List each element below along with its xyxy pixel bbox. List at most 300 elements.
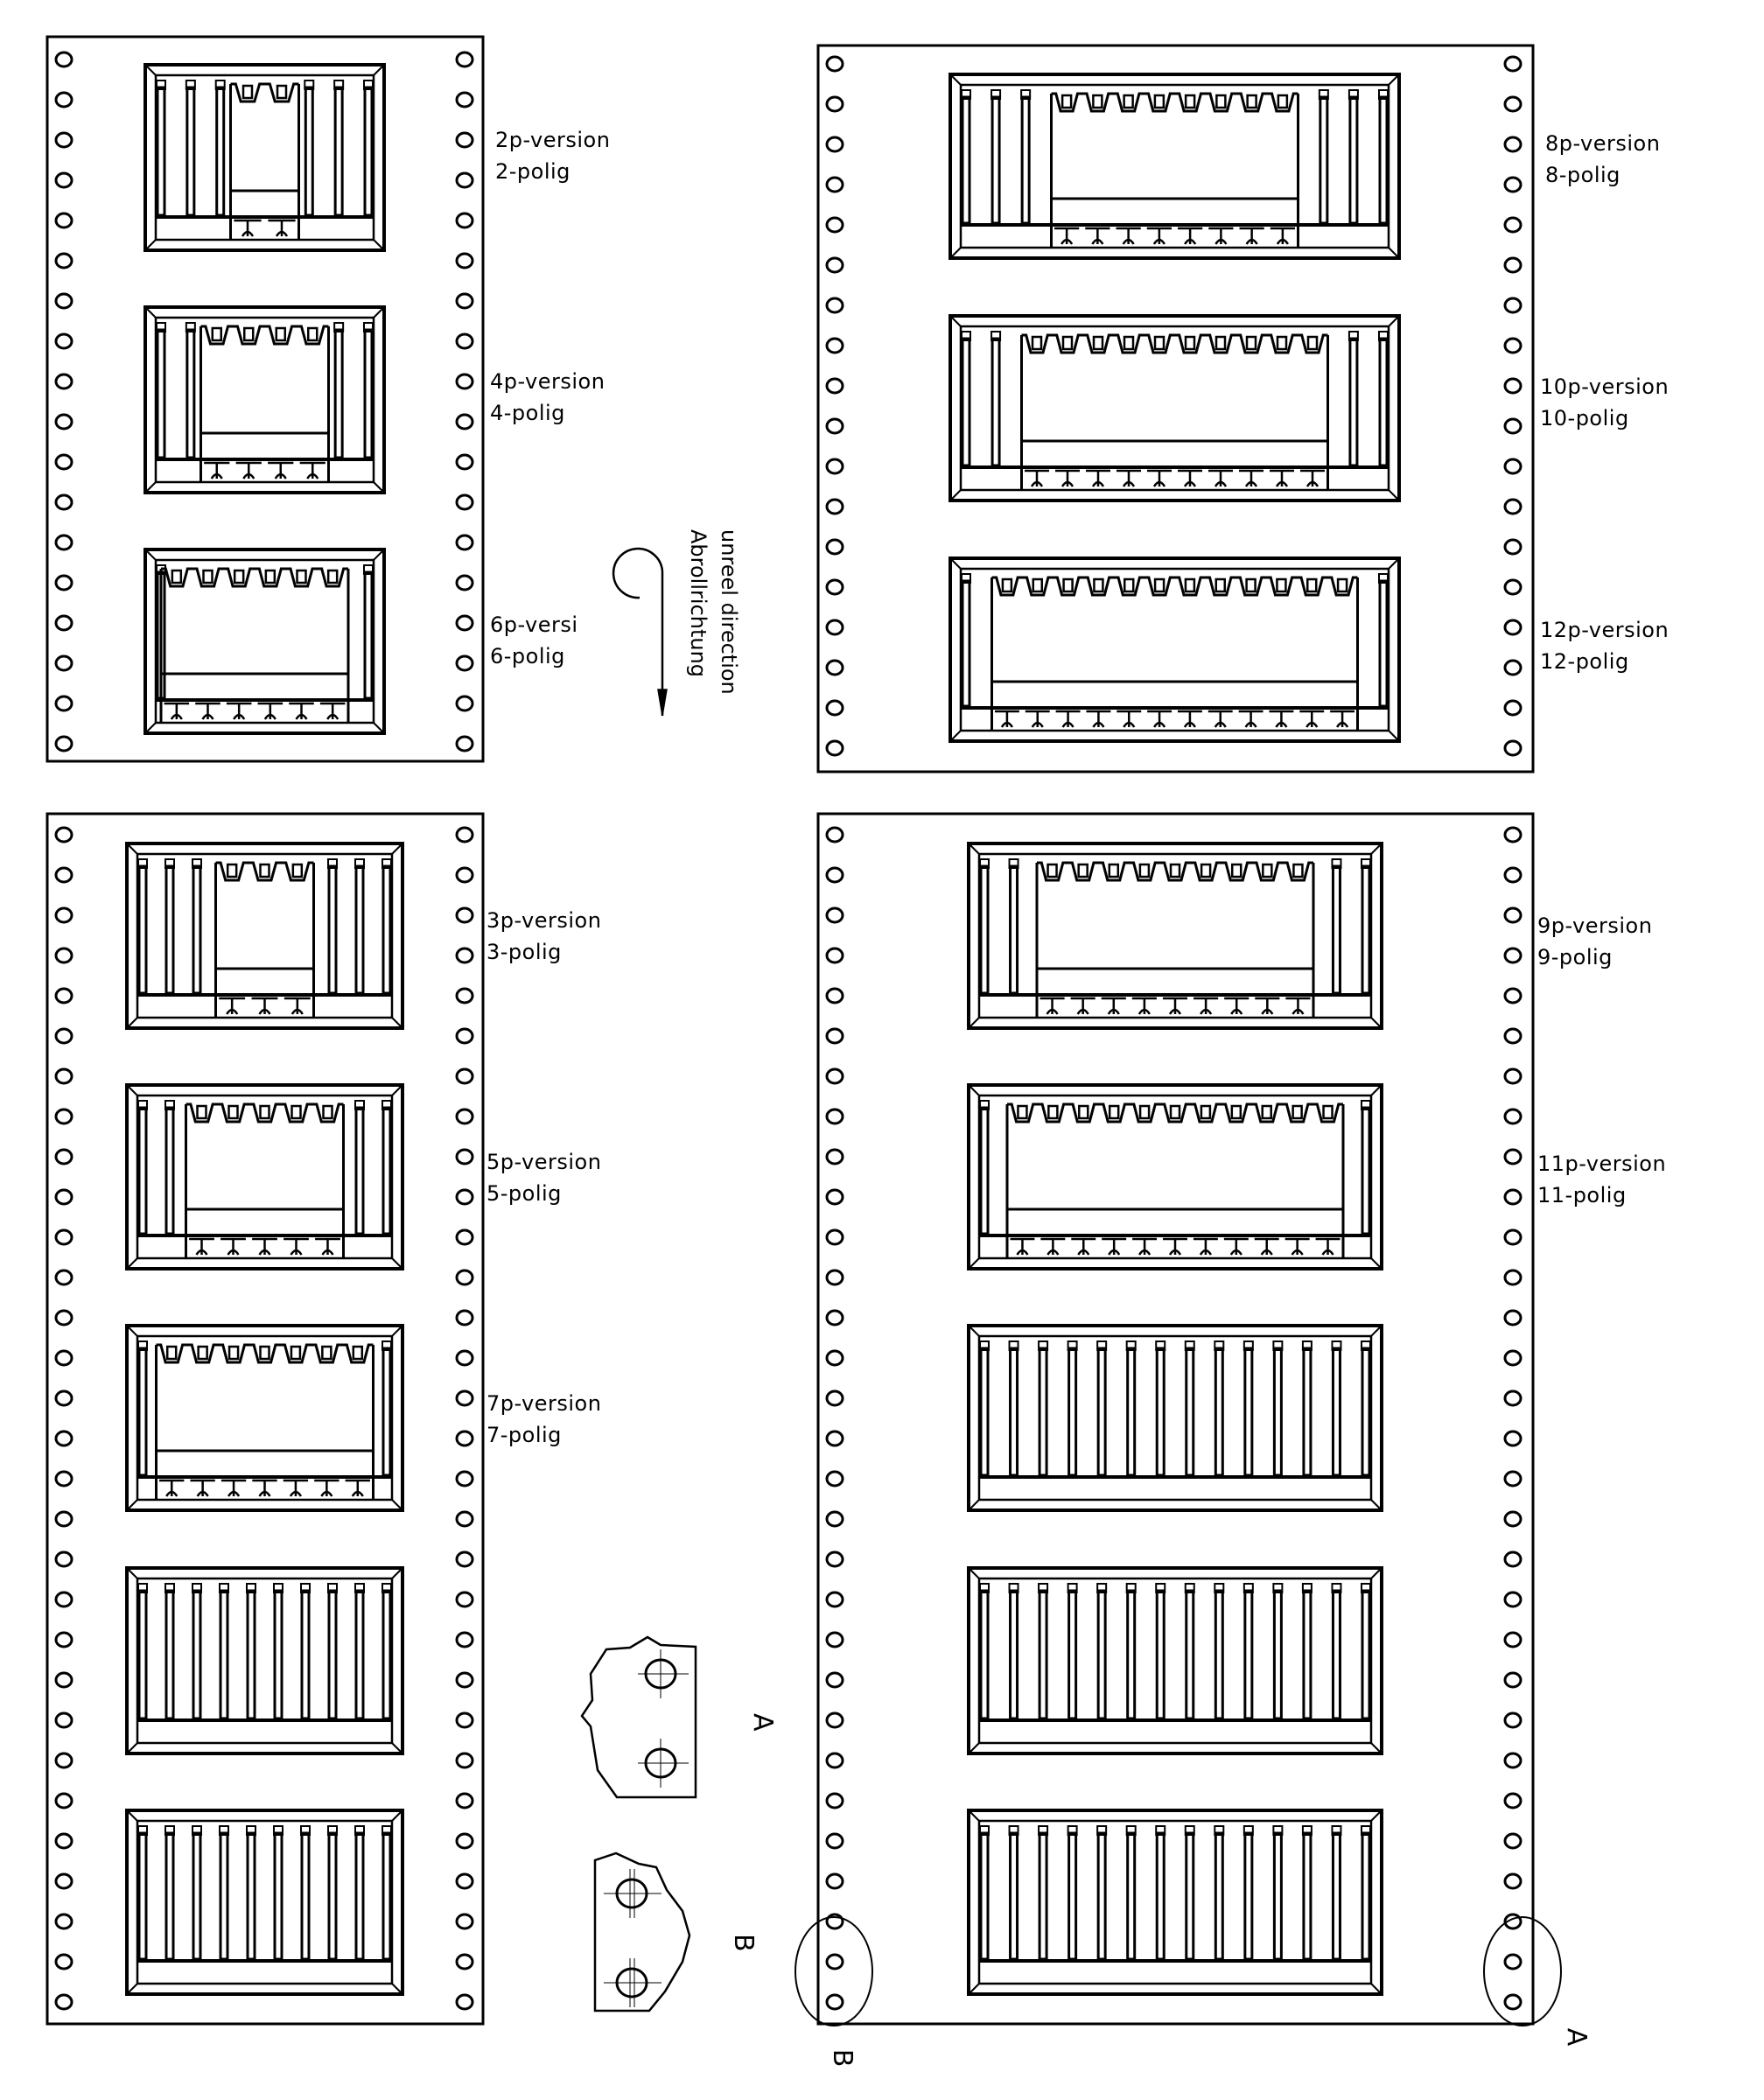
sprocket-hole [1505,540,1521,554]
pocket [969,844,1382,1028]
rib [1274,1591,1281,1718]
pin-window [1064,579,1073,592]
panel-top-right [818,46,1669,772]
sprocket-hole [56,1110,72,1124]
pin-window [261,1347,270,1359]
rib [1098,1833,1105,1959]
pin-foot [1208,228,1233,244]
pin-foot [1116,471,1141,486]
sprocket-hole [827,989,843,1003]
pin-window [1094,337,1102,349]
pin-window [1063,337,1072,349]
polig-label: 2-polig [495,159,570,184]
sprocket-hole [56,1311,72,1325]
rib [1274,1833,1281,1959]
sprocket-hole [1505,948,1521,962]
sprocket-hole [827,178,843,192]
rib [383,1591,390,1718]
sprocket-hole [1505,97,1521,111]
connector-top-edge [1052,94,1298,111]
sprocket-hole [1505,1955,1521,1969]
version-label: 4p-version [490,369,606,394]
polig-label: 9-polig [1537,945,1613,970]
rib [187,88,194,215]
pin-foot [1299,711,1324,727]
sprocket-hole [1505,828,1521,842]
pin-foot [1239,711,1264,727]
sprocket-hole [1505,868,1521,882]
rib [305,88,312,215]
rib [356,866,363,993]
rib [193,1591,200,1718]
pin-window [1079,1106,1088,1118]
rib [981,1108,988,1234]
sprocket-hole [457,1190,472,1204]
rib [1333,1348,1340,1475]
sprocket-hole [1505,1270,1521,1284]
pin-foot [204,463,229,479]
pin-foot [1240,228,1264,244]
sprocket-hole [457,737,472,751]
sprocket-hole [56,214,72,228]
pin-foot [1285,998,1310,1014]
sprocket-hole [827,1150,843,1164]
pin-window [1124,95,1133,108]
sprocket-hole [1505,258,1521,272]
rib [1215,1833,1222,1959]
sprocket-hole [457,908,472,922]
rib [1350,339,1357,466]
pocket [950,316,1399,500]
sprocket-hole [827,218,843,232]
callout-a [1484,1917,1592,2047]
rib [1157,1833,1164,1959]
sprocket-hole [1505,1391,1521,1405]
pin-foot [1224,998,1249,1014]
sprocket-hole [1505,989,1521,1003]
sprocket-hole [56,656,72,670]
polig-label: 8-polig [1545,163,1620,187]
sprocket-hole [1505,1552,1521,1566]
sprocket-hole [56,1512,72,1526]
sprocket-hole [827,1995,843,2009]
pin-window [1308,337,1317,349]
sprocket-hole [1505,1311,1521,1325]
pin-foot [268,463,293,479]
panel-bottom-right [818,814,1666,2024]
rib [1069,1348,1076,1475]
sprocket-hole [827,459,843,473]
sprocket-hole [1505,1150,1521,1164]
rib [1128,1591,1135,1718]
sprocket-hole [1505,419,1521,433]
pocket-inner [961,326,1389,490]
connector [216,863,314,1018]
sprocket-hole [457,1633,472,1647]
sprocket-hole [457,616,472,630]
sprocket-hole [56,1069,72,1083]
pin-window [261,864,270,877]
pin-foot [1026,711,1050,727]
sprocket-hole [56,1351,72,1365]
pin-window [308,328,317,340]
pin-window [1079,864,1088,877]
sprocket-hole [827,379,843,393]
sprocket-hole [457,334,472,348]
pin-foot [1054,228,1079,244]
pocket [145,550,384,733]
pin-foot [268,220,295,236]
sprocket-hole [1505,701,1521,715]
pocket-inner [979,1336,1371,1500]
callout-label: A [1561,2027,1592,2047]
rib [1011,1591,1018,1718]
sprocket-hole [56,1592,72,1606]
rib [248,1591,255,1718]
pin-window [1263,1106,1271,1118]
sprocket-hole [457,1110,472,1124]
sprocket-hole [56,495,72,509]
rib [1380,97,1387,223]
pin-window [244,328,253,340]
pin-window [1216,579,1225,592]
pin-window [1186,337,1194,349]
sprocket-hole [1505,500,1521,514]
pocket-outline [950,316,1399,500]
pin-foot [1055,471,1080,486]
sprocket-hole [56,1391,72,1405]
sprocket-hole [457,93,472,107]
sprocket-hole [56,868,72,882]
sprocket-hole [827,1552,843,1566]
sprocket-hole [56,1754,72,1768]
version-label: 3p-version [486,908,602,933]
polig-label: 12-polig [1540,649,1629,674]
rib [1333,1833,1340,1959]
pin-window [1247,579,1256,592]
sprocket-hole [457,294,472,308]
pocket-outline [950,558,1399,741]
pocket [127,1810,402,1994]
pin-foot [1086,711,1110,727]
pin-foot [195,704,220,719]
rib [139,866,146,993]
pin-foot [236,463,262,479]
connector [157,1345,374,1500]
rib [1362,1348,1369,1475]
rib [166,1833,173,1959]
sprocket-hole [457,1270,472,1284]
pin-foot [1194,998,1218,1014]
pin-window [228,864,236,877]
pocket [950,74,1399,258]
sprocket-hole [56,1955,72,1969]
rib [1098,1591,1105,1718]
sprocket-hole [457,1512,472,1526]
rib [1333,1591,1340,1718]
pocket-inner [979,1578,1371,1743]
connector-top-edge [161,569,348,586]
sprocket-hole [56,1794,72,1808]
rib [383,1108,390,1234]
pin-foot [1040,998,1065,1014]
sprocket-hole [56,1995,72,2009]
pin-foot [1147,711,1172,727]
rib [962,97,970,223]
rib [1362,1833,1369,1959]
pin-window [266,570,275,583]
pin-foot [1025,471,1049,486]
sprocket-hole [1505,1432,1521,1446]
sprocket-hole [1505,1874,1521,1888]
pin-window [328,570,337,583]
sprocket-hole [1505,459,1521,473]
sprocket-hole [1505,580,1521,594]
rib [1245,1348,1252,1475]
rib [158,330,164,458]
sprocket-hole [1505,1673,1521,1687]
pin-foot [1208,711,1233,727]
rib [1069,1591,1076,1718]
rib [1362,1108,1369,1234]
pin-window [1278,337,1286,349]
sprocket-hole [56,1270,72,1284]
rib [1362,1591,1369,1718]
sprocket-hole [457,1955,472,1969]
rib [383,1348,390,1475]
sprocket-hole [56,1834,72,1848]
pin-window [1110,1106,1118,1118]
version-label: 11p-version [1537,1152,1667,1176]
sprocket-hole [56,374,72,388]
sprocket-hole [1505,1230,1521,1244]
sprocket-hole [457,1069,472,1083]
sprocket-hole [56,52,72,66]
pin-window [1278,95,1287,108]
pin-window [229,1106,238,1118]
sprocket-hole [1505,218,1521,232]
pin-foot [190,1480,214,1496]
sprocket-hole [1505,1069,1521,1083]
pin-foot [220,1239,246,1255]
sprocket-hole [827,419,843,433]
sprocket-hole [56,173,72,187]
pocket [127,1085,402,1269]
pin-foot [1224,1239,1249,1255]
pin-window [1124,337,1133,349]
sprocket-hole [457,214,472,228]
pin-window [1018,1106,1026,1118]
rib [335,88,342,215]
sprocket-hole [457,948,472,962]
pin-window [1232,864,1241,877]
rib [220,1833,228,1959]
rib [1011,866,1018,993]
pin-window [243,86,252,98]
sprocket-hole [56,1713,72,1727]
sprocket-hole [56,1230,72,1244]
version-label: 5p-version [486,1150,602,1174]
rib [166,866,173,993]
sprocket-hole [457,133,472,147]
pocket [969,1326,1382,1510]
rib [1215,1591,1222,1718]
pin-window [291,1347,300,1359]
pin-window [1186,95,1194,108]
pin-window [1201,864,1210,877]
sprocket-hole [457,1794,472,1808]
pin-window [229,1347,238,1359]
sprocket-hole [457,495,472,509]
sprocket-hole [457,1150,472,1164]
sprocket-hole [1505,1633,1521,1647]
pin-foot [1071,998,1096,1014]
sprocket-hole [1505,379,1521,393]
rib [1245,1833,1252,1959]
sprocket-hole [56,696,72,710]
pin-window [298,570,306,583]
sprocket-hole [56,1552,72,1566]
pin-foot [189,1239,214,1255]
pin-foot [1330,711,1354,727]
sprocket-hole [827,661,843,675]
pocket-inner [137,854,392,1018]
sprocket-hole [457,374,472,388]
sprocket-hole [1505,620,1521,634]
sprocket-hole [827,1230,843,1244]
sprocket-hole [827,701,843,715]
rib [139,1108,146,1234]
sprocket-hole [56,1673,72,1687]
pin-foot [1270,471,1294,486]
arrow-down-icon [658,690,667,716]
version-label: 10p-version [1540,374,1670,399]
pin-window [1155,95,1164,108]
pin-window [1307,579,1316,592]
pin-foot [995,711,1019,727]
sprocket-hole [457,52,472,66]
rib [1304,1833,1311,1959]
pin-window [199,1347,207,1359]
pocket-outline [969,1810,1382,1994]
sprocket-hole [457,696,472,710]
polig-label: 10-polig [1540,406,1629,430]
pin-window [322,1347,331,1359]
sprocket-hole [827,1955,843,1969]
pin-window [293,864,302,877]
rib [139,1591,146,1718]
rib [217,88,224,215]
pin-foot [320,704,346,719]
sprocket-hole [56,93,72,107]
rib [1362,866,1369,993]
pocket-inner [137,1336,392,1500]
connector-top-edge [231,84,299,102]
sprocket-hole [56,616,72,630]
sprocket-hole [56,455,72,469]
pin-window [234,570,243,583]
pin-window [1324,1106,1333,1118]
sprocket-hole [56,1472,72,1486]
pin-foot [1116,711,1141,727]
panel-top-left [47,37,610,761]
pin-foot [1178,471,1202,486]
rib [166,1591,173,1718]
pin-window [1033,579,1042,592]
sprocket-hole [827,1110,843,1124]
sprocket-hole [1505,137,1521,151]
sprocket-hole [1505,1351,1521,1365]
sprocket-hole [827,298,843,312]
rib [1011,1348,1018,1475]
pin-foot [1071,1239,1096,1255]
pocket-inner [137,1578,392,1743]
pin-foot [1132,998,1157,1014]
callout-circle [1484,1917,1561,2026]
rib [1186,1591,1194,1718]
version-label: 6p-versi [490,612,578,637]
rib [329,866,336,993]
pin-foot [1239,471,1264,486]
sprocket-hole [1505,1190,1521,1204]
pin-foot [1010,1239,1034,1255]
rib [383,866,390,993]
pocket-outline [145,65,384,250]
rib [1157,1591,1164,1718]
unreel-direction-indicator [613,529,741,716]
rib [187,330,194,458]
pin-window [1062,95,1071,108]
sprocket-hole [457,536,472,550]
sprocket-hole [457,1472,472,1486]
pin-foot [1116,228,1141,244]
sprocket-hole [1505,1110,1521,1124]
sprocket-hole [1505,1995,1521,2009]
sprocket-hole [827,339,843,353]
pin-foot [1086,471,1110,486]
sprocket-hole [827,500,843,514]
carrier-tape-panels [47,37,1669,2024]
detail-views [582,1637,778,2011]
rib [1186,1348,1194,1475]
pin-foot [1040,1239,1065,1255]
pocket [969,1085,1382,1269]
rib [302,1591,309,1718]
detail-view-b [595,1853,759,2011]
pin-foot [1085,228,1110,244]
rib [365,330,372,458]
sprocket-hole [827,1834,843,1848]
sprocket-hole [827,868,843,882]
pin-window [1032,337,1041,349]
pin-foot [159,1480,184,1496]
sprocket-hole [56,334,72,348]
pin-foot [289,704,314,719]
sprocket-hole [457,1029,472,1043]
pocket-outline [969,1326,1382,1510]
panel-bottom-left [47,814,601,2024]
version-label: 8p-version [1545,131,1661,156]
rib [962,581,970,706]
pin-foot [252,1239,277,1255]
pin-window [324,1106,332,1118]
sprocket-hole [56,1029,72,1043]
rib [1040,1348,1046,1475]
connector [186,1104,344,1258]
rib [1157,1348,1164,1475]
pin-window [1140,1106,1149,1118]
rib [962,339,970,466]
